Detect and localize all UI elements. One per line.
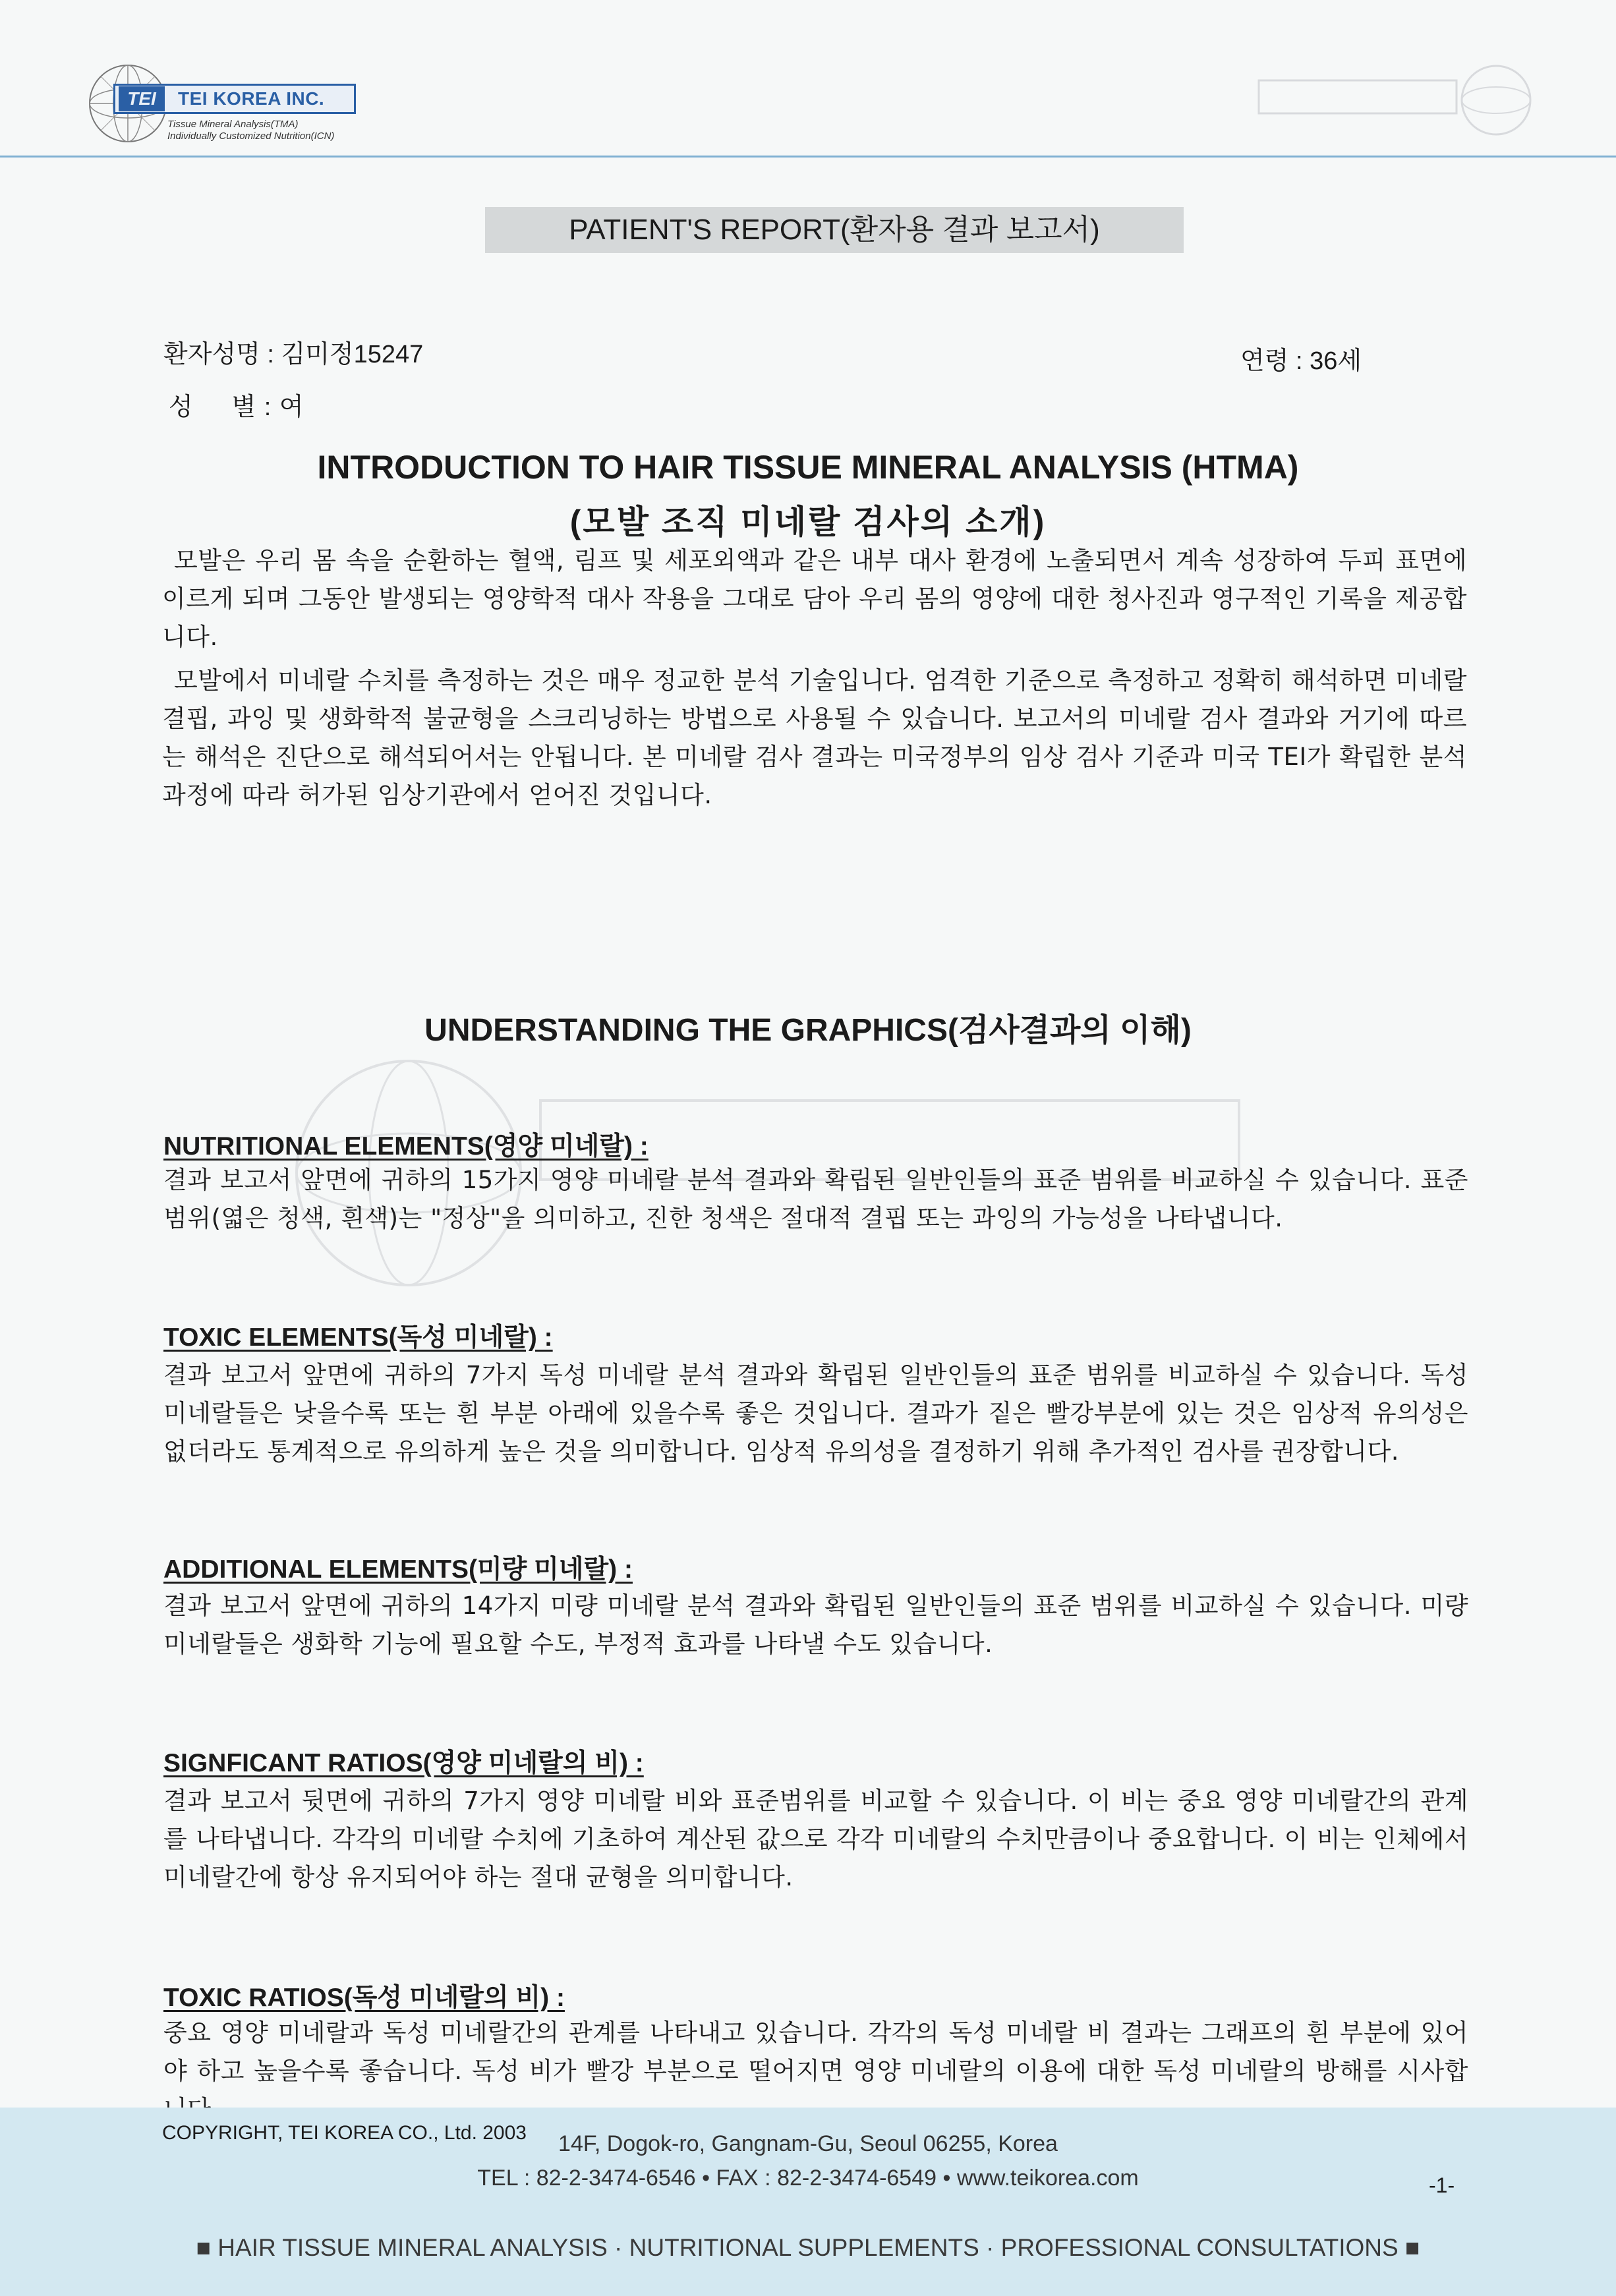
- patient-name: 환자성명 : 김미정15247: [163, 341, 424, 368]
- intro-title: INTRODUCTION TO HAIR TISSUE MINERAL ANALYSIS (HTMA): [317, 449, 1299, 486]
- patient-sex: 성 별 : 여: [169, 393, 304, 421]
- section-heading-significant-ratios: SIGNFICANT RATIOS(영양 미네랄의 비) :: [163, 1749, 644, 1777]
- footer-address: 14F, Dogok-ro, Gangnam-Gu, Seoul 06255, Korea: [558, 2131, 1058, 2156]
- footer-copyright: COPYRIGHT, TEI KOREA CO., Ltd. 2003: [162, 2122, 527, 2144]
- logo-subtitle-tma: Tissue Mineral Analysis(TMA): [167, 119, 299, 130]
- section-heading-toxic: TOXIC ELEMENTS(독성 미네랄) :: [163, 1323, 553, 1352]
- footer-contact: TEL : 82-2-3474-6546 • FAX : 82-2-3474-6549 • www.teikorea.com: [477, 2166, 1139, 2191]
- section-body-toxic: 결과 보고서 앞면에 귀하의 7가지 독성 미네랄 분석 결과와 확립된 일반인들의 표준 범위를 비교하실 수 있습니다. 독성 미네랄들은 낮을수록 또는 흰 부분 아래에 있을수록 좋은 것입니다. 결과가 짙은 빨강부분에 있는 것은 임상적 유의성은 없더라도 통계적으로 유의하게 높은 것을 의미합니다. 임상적 유의성을 결정하기 위해 추가적인 검사를 권장합니다.: [163, 1361, 1468, 1466]
- footer-tagline: ■ HAIR TISSUE MINERAL ANALYSIS · NUTRITIONAL SUPPLEMENTS · PROFESSIONAL CONSULTATIONS ■: [196, 2234, 1420, 2261]
- company-name: TEI KOREA INC.: [178, 88, 325, 109]
- section-heading-additional: ADDITIONAL ELEMENTS(미량 미네랄) :: [163, 1555, 633, 1584]
- section-body-toxic-ratios: 중요 영양 미네랄과 독성 미네랄간의 관계를 나타내고 있습니다. 각각의 독성 미네랄 비 결과는 그래프의 흰 부분에 있어야 하고 높을수록 좋습니다. 독성 비가 빨강 부분으로 떨어지면 영양 미네랄의 이용에 대한 독성 미네랄의 방해를 시사합: [163, 2019, 1468, 2085]
- intro-paragraph-2: 모발에서 미네랄 수치를 측정하는 것은 매우 정교한 분석 기술입니다. 엄격한 기준으로 측정하고 정확히 해석하면 미네랄 결핍, 과잉 및 생화학적 불균형을 스크리닝하는 방법으로 사용될 수 있습니다. 보고서의 미네랄 검사 결과와 거기에 따르는 해석은 진단으로 해석되어서는 안됩니다. 본 미네랄 검사 결과는 미국정부의 임상 검사 기준과 미국 TEI가 확립한 분석과정에 따라 허가된 임상기관에서 얻어진 것입니다.: [162, 666, 1467, 809]
- page-number: -1-: [1429, 2173, 1455, 2197]
- watermark-logo-icon: [1252, 61, 1542, 140]
- intro-paragraph-1: 모발은 우리 몸 속을 순환하는 혈액, 림프 및 세포외액과 같은 내부 대사 환경에 노출되면서 계속 성장하여 두피 표면에 이르게 되며 그동안 발생되는 영양학적 대사 작용을 그대로 담아 우리 몸의 영양에 대한 청사진과 영구적인 기록을 제공합니다.: [162, 546, 1467, 651]
- section-body-additional: 결과 보고서 앞면에 귀하의 14가지 미량 미네랄 분석 결과와 확립된 일반인들의 표준 범위를 비교하실 수 있습니다. 미량 미네랄들은 생화학 기능에 필요할 수도, 부정적 효과를 나타낼 수도 있습니다.: [163, 1592, 1468, 1658]
- section-body-nutritional: 결과 보고서 앞면에 귀하의 15가지 영양 미네랄 분석 결과와 확립된 일반인들의 표준 범위를 비교하실 수 있습니다. 표준범위(엷은 청색, 흰색)는 "정상"을 의미하고, 진한 청색은 절대적 결핍 또는 과잉의 가능성을 나타냅니다.: [163, 1166, 1468, 1232]
- header-divider: [0, 156, 1616, 158]
- logo-subtitle-icn: Individually Customized Nutrition(ICN): [167, 130, 335, 142]
- section-body-significant-ratios: 결과 보고서 뒷면에 귀하의 7가지 영양 미네랄 비와 표준범위를 비교할 수 있습니다. 이 비는 중요 영양 미네랄간의 관계를 나타냅니다. 각각의 미네랄 수치에 기초하여 계산된 값으로 각각 미네랄의 수치만큼이나 중요합니다. 이 비는 인체에서 미네랄간에 항상 유지되어야 하는 절대 균형을 의미합니다.: [163, 1787, 1468, 1891]
- section-heading-nutritional: NUTRITIONAL ELEMENTS(영양 미네랄) :: [163, 1132, 649, 1161]
- logo-mark: TEI: [119, 86, 165, 111]
- intro-subtitle: (모발 조직 미네랄 검사의 소개): [569, 503, 1047, 540]
- section-heading-toxic-ratios: TOXIC RATIOS(독성 미네랄의 비) :: [163, 1984, 565, 2012]
- patient-age: 연령 : 36세: [1240, 347, 1362, 375]
- graphics-title: UNDERSTANDING THE GRAPHICS(검사결과의 이해): [424, 1013, 1192, 1048]
- report-title: PATIENT'S REPORT(환자용 결과 보고서): [485, 207, 1184, 253]
